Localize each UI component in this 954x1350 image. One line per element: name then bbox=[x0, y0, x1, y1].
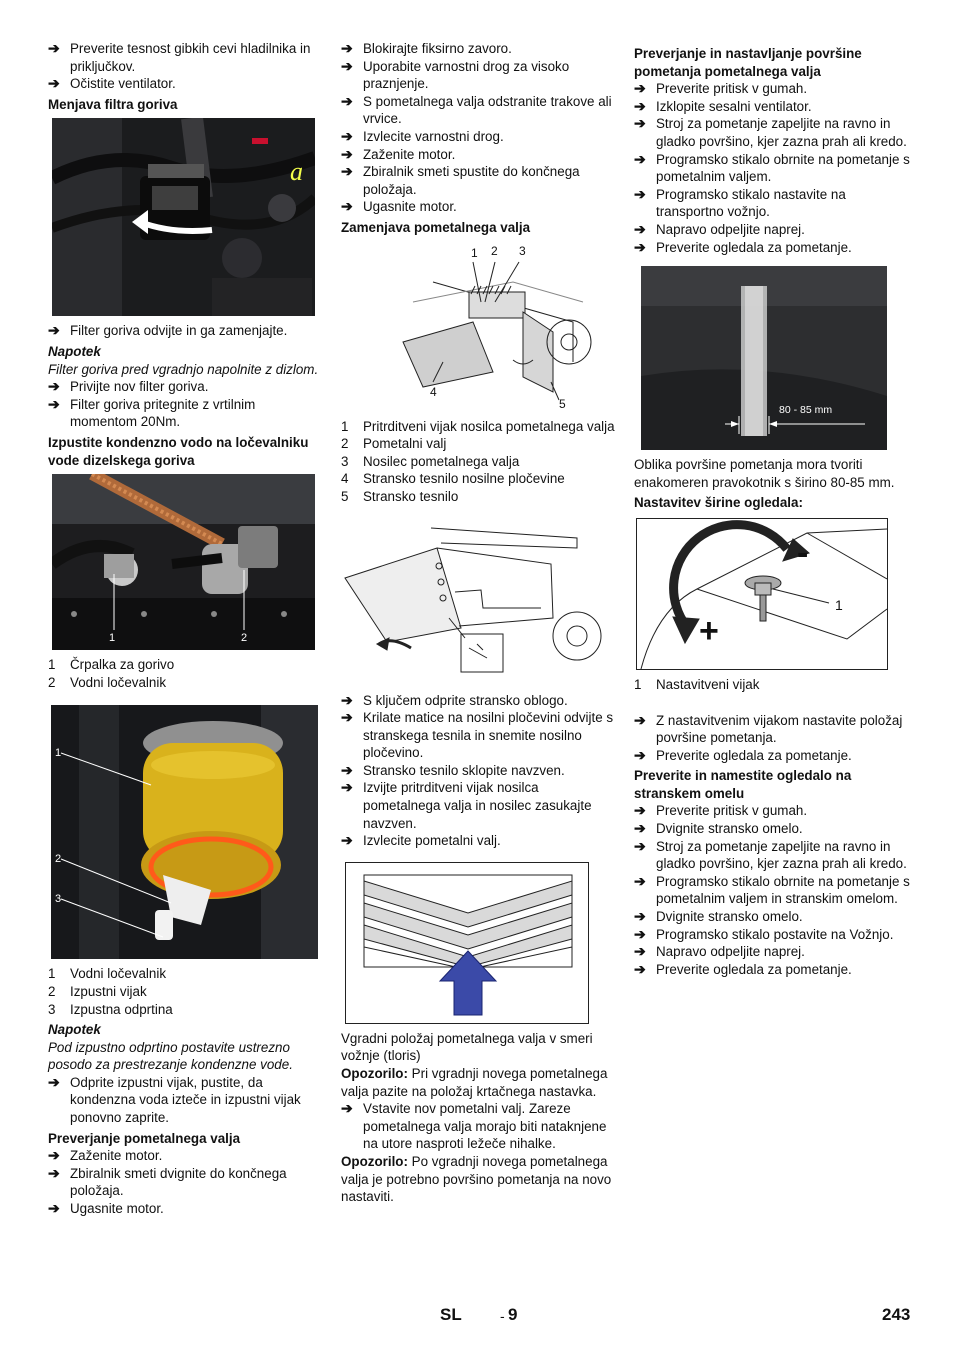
step: ➔ Uporabite varnostni drog za visoko praznjenje. bbox=[341, 57, 570, 92]
arrow-right-icon: ➔ bbox=[634, 80, 646, 97]
column-3 bbox=[634, 40, 910, 978]
roller-orientation-diagram bbox=[345, 862, 589, 1024]
figure-label: 2 bbox=[491, 243, 498, 258]
figure-label: 3 bbox=[519, 243, 526, 258]
step: ➔ Ugasnite motor. bbox=[341, 198, 457, 215]
step: ➔ Programsko stikalo obrnite na pometanje s pometalnim valjem. bbox=[634, 150, 910, 185]
arrow-right-icon: ➔ bbox=[634, 820, 646, 837]
arrow-right-icon: ➔ bbox=[48, 378, 60, 395]
figure-label: 1 bbox=[55, 747, 62, 760]
dimension-label: 80 - 85 mm bbox=[779, 404, 833, 417]
arrow-right-icon: ➔ bbox=[634, 220, 646, 237]
figure-label: 5 bbox=[559, 396, 566, 411]
arrow-right-icon: ➔ bbox=[48, 1147, 60, 1164]
arrow-right-icon: ➔ bbox=[48, 1200, 60, 1217]
step: ➔ Preverite ogledala za pometanje. bbox=[634, 960, 852, 977]
note-title: Napotek bbox=[48, 343, 101, 359]
arrow-right-icon: ➔ bbox=[341, 145, 353, 162]
step: ➔ Izvlecite varnostni drog. bbox=[341, 127, 504, 144]
figure-label: 1 bbox=[835, 596, 843, 613]
step: ➔ Dvignite stransko omelo. bbox=[634, 820, 803, 837]
roller-parts-diagram bbox=[373, 242, 593, 412]
figure-label: 1 bbox=[109, 632, 116, 645]
column-2 bbox=[341, 40, 617, 1206]
step: ➔ Filter goriva pritegnite z vrtilnim momentom 20Nm. bbox=[48, 395, 256, 430]
arrow-right-icon: ➔ bbox=[634, 908, 646, 925]
step: ➔ Preverite pritisk v gumah. bbox=[634, 80, 808, 97]
arrow-right-icon: ➔ bbox=[341, 57, 353, 74]
step: ➔ Krilate matice na nosilni pločevini odvijte s stranskega tesnila in snemite nosilno pločevino. bbox=[341, 709, 614, 761]
step: ➔ Napravo odpeljite naprej. bbox=[634, 943, 805, 960]
marker-label: a bbox=[290, 157, 303, 187]
arrow-right-icon: ➔ bbox=[48, 75, 60, 92]
arrow-right-icon: ➔ bbox=[341, 92, 353, 109]
arrow-right-icon: ➔ bbox=[341, 127, 353, 144]
arrow-right-icon: ➔ bbox=[341, 198, 353, 215]
step: ➔ Zbiralnik smeti spustite do končnega položaja. bbox=[341, 163, 580, 197]
page-dash: - bbox=[500, 1308, 505, 1324]
arrow-right-icon: ➔ bbox=[634, 711, 646, 728]
note-title: Napotek bbox=[48, 1022, 101, 1038]
step: ➔ S pometalnega valja odstranite trakove ali vrvice. bbox=[341, 92, 612, 127]
step: ➔ Zaženite motor. bbox=[341, 145, 456, 162]
step: ➔ Z nastavitvenim vijakom nastavite položaj površine pometanja. bbox=[634, 711, 903, 746]
arrow-right-icon: ➔ bbox=[341, 779, 353, 796]
minus-sign: - bbox=[797, 533, 809, 572]
arrow-right-icon: ➔ bbox=[341, 1100, 353, 1117]
warning: Opozorilo: Pri vgradnji novega pometalnega valja pazite na položaj krtačnega nastavka. bbox=[341, 1066, 608, 1099]
water-separator-photo bbox=[51, 705, 318, 959]
step: ➔ Zaženite motor. bbox=[48, 1147, 163, 1164]
step: ➔ Ugasnite motor. bbox=[48, 1200, 164, 1217]
step: ➔ Preverite tesnost gibkih cevi hladilnika in priključkov. bbox=[48, 40, 311, 74]
arrow-right-icon: ➔ bbox=[341, 832, 353, 849]
step: ➔ Programsko stikalo nastavite na transportno vožnjo. bbox=[634, 185, 846, 220]
arrow-right-icon: ➔ bbox=[634, 837, 646, 854]
step: ➔ S ključem odprite stransko oblogo. bbox=[341, 691, 568, 708]
step: ➔ Preverite ogledala za pometanje. bbox=[634, 746, 852, 763]
legend-item: 3 Izpustna odprtina bbox=[48, 1001, 173, 1017]
step: ➔ Izklopite sesalni ventilator. bbox=[634, 97, 812, 114]
arrow-right-icon: ➔ bbox=[341, 40, 353, 56]
step: ➔ Stroj za pometanje zapeljite na ravno in gladko površino, kjer zazna prah ali kredo. bbox=[634, 837, 907, 872]
arrow-right-icon: ➔ bbox=[634, 238, 646, 255]
figure-label: 2 bbox=[241, 632, 248, 645]
global-page-number: 243 bbox=[882, 1305, 911, 1324]
legend-item: 3 Nosilec pometalnega valja bbox=[341, 453, 520, 469]
step: ➔ Programsko stikalo postavite na Vožnjo. bbox=[634, 925, 894, 942]
step: ➔ Blokirajte fiksirno zavoro. bbox=[341, 40, 512, 56]
fuel-pump-photo bbox=[52, 474, 315, 650]
section-heading: Menjava filtra goriva bbox=[48, 96, 178, 112]
paragraph: Oblika površine pometanja mora tvoriti enakomeren pravokotnik s širino 80-85 mm. bbox=[634, 457, 895, 490]
step: ➔ Filter goriva odvijte in ga zamenjajte. bbox=[48, 322, 288, 339]
fuel-filter-photo bbox=[52, 118, 315, 316]
arrow-right-icon: ➔ bbox=[634, 802, 646, 819]
legend-item: 2 Pometalni valj bbox=[341, 436, 447, 452]
legend-item: 1 Nastavitveni vijak bbox=[634, 676, 760, 692]
figure-caption: Vgradni položaj pometalnega valja v smeri vožnje (tloris) bbox=[341, 1030, 593, 1064]
section-heading: Zamenjava pometalnega valja bbox=[341, 219, 531, 235]
step: ➔ Stroj za pometanje zapeljite na ravno in gladko površino, kjer zazna prah ali kredo. bbox=[634, 115, 907, 149]
legend-item: 1 Pritrditveni vijak nosilca pometalnega valja bbox=[341, 418, 615, 434]
arrow-right-icon: ➔ bbox=[634, 185, 646, 202]
arrow-right-icon: ➔ bbox=[634, 925, 646, 942]
arrow-right-icon: ➔ bbox=[48, 322, 60, 339]
mirror-width-diagram bbox=[636, 518, 888, 670]
step: ➔ Odprite izpustni vijak, pustite, da kondenzna voda izteče in izpustni vijak ponovno zaprite. bbox=[48, 1073, 301, 1126]
figure-label: 3 bbox=[55, 893, 62, 906]
column-1 bbox=[48, 40, 320, 1218]
section-heading: Nastavitev širine ogledala: bbox=[634, 495, 803, 511]
steps-list bbox=[48, 40, 320, 93]
step: ➔ Dvignite stransko omelo. bbox=[634, 908, 803, 925]
arrow-right-icon: ➔ bbox=[634, 960, 646, 977]
figure-label: 2 bbox=[55, 853, 62, 866]
arrow-right-icon: ➔ bbox=[48, 1073, 60, 1090]
step: ➔ Privijte nov filter goriva. bbox=[48, 378, 209, 395]
step: ➔ Programsko stikalo obrnite na pometanje s pometalnim valjem in stranskim omelom. bbox=[634, 872, 910, 907]
arrow-right-icon: ➔ bbox=[634, 97, 646, 114]
arrow-right-icon: ➔ bbox=[48, 1164, 60, 1181]
legend-item: 1 Črpalka za gorivo bbox=[48, 657, 175, 673]
figure-label: 1 bbox=[471, 245, 478, 260]
section-heading: Preverjanje in nastavljanje površine pometanja pometalnega valja bbox=[634, 46, 862, 79]
legend-item: 2 Izpustni vijak bbox=[48, 983, 147, 999]
step: ➔ Preverite ogledala za pometanje. bbox=[634, 238, 852, 255]
arrow-right-icon: ➔ bbox=[48, 395, 60, 412]
step: ➔ Izvijte pritrditveni vijak nosilca pometalnega valja in nosilec zasukajte navzven. bbox=[341, 779, 592, 831]
warning: Opozorilo: Po vgradnji novega pometalnega valja je potrebno površino pometanja na novo nastaviti. bbox=[341, 1154, 612, 1205]
arrow-right-icon: ➔ bbox=[341, 163, 353, 180]
local-page-number: 9 bbox=[508, 1305, 518, 1324]
arrow-right-icon: ➔ bbox=[341, 761, 353, 778]
step: ➔ Stransko tesnilo sklopite navzven. bbox=[341, 761, 565, 778]
sweep-pattern-photo bbox=[641, 266, 887, 450]
arrow-right-icon: ➔ bbox=[48, 40, 60, 56]
step: ➔ Preverite pritisk v gumah. bbox=[634, 802, 808, 819]
section-heading: Preverite in namestite ogledalo na stranskem omelu bbox=[634, 768, 852, 801]
side-seal-diagram bbox=[341, 518, 605, 686]
step: ➔ Očistite ventilator. bbox=[48, 75, 176, 92]
language-code: SL bbox=[440, 1305, 462, 1324]
arrow-right-icon: ➔ bbox=[634, 150, 646, 167]
note-text: Filter goriva pred vgradnjo napolnite z dizlom. bbox=[48, 361, 319, 377]
step: ➔ Zbiralnik smeti dvignite do končnega položaja. bbox=[48, 1164, 287, 1199]
arrow-right-icon: ➔ bbox=[341, 709, 353, 726]
legend-item: 5 Stransko tesnilo bbox=[341, 488, 459, 504]
arrow-right-icon: ➔ bbox=[634, 943, 646, 960]
step: ➔ Napravo odpeljite naprej. bbox=[634, 220, 805, 237]
arrow-right-icon: ➔ bbox=[341, 691, 353, 708]
arrow-right-icon: ➔ bbox=[634, 115, 646, 132]
plus-sign: + bbox=[699, 611, 719, 650]
legend-item: 2 Vodni ločevalnik bbox=[48, 674, 167, 690]
arrow-right-icon: ➔ bbox=[634, 872, 646, 889]
legend-item: 4 Stransko tesnilo nosilne pločevine bbox=[341, 471, 565, 487]
note-text: Pod izpustno odprtino postavite ustrezno posodo za prestrezanje kondenzne vode. bbox=[48, 1039, 293, 1073]
legend-item: 1 Vodni ločevalnik bbox=[48, 966, 167, 982]
section-heading: Preverjanje pometalnega valja bbox=[48, 1130, 241, 1146]
figure-label: 4 bbox=[430, 384, 437, 399]
arrow-right-icon: ➔ bbox=[634, 746, 646, 763]
step: ➔ Vstavite nov pometalni valj. Zareze pometalnega valja morajo biti nataknjene na utore nasproti ležeče nihalke. bbox=[341, 1100, 607, 1152]
section-heading: Izpustite kondenzno vodo na ločevalniku vode dizelskega goriva bbox=[48, 434, 309, 468]
step: ➔ Izvlecite pometalni valj. bbox=[341, 832, 501, 849]
